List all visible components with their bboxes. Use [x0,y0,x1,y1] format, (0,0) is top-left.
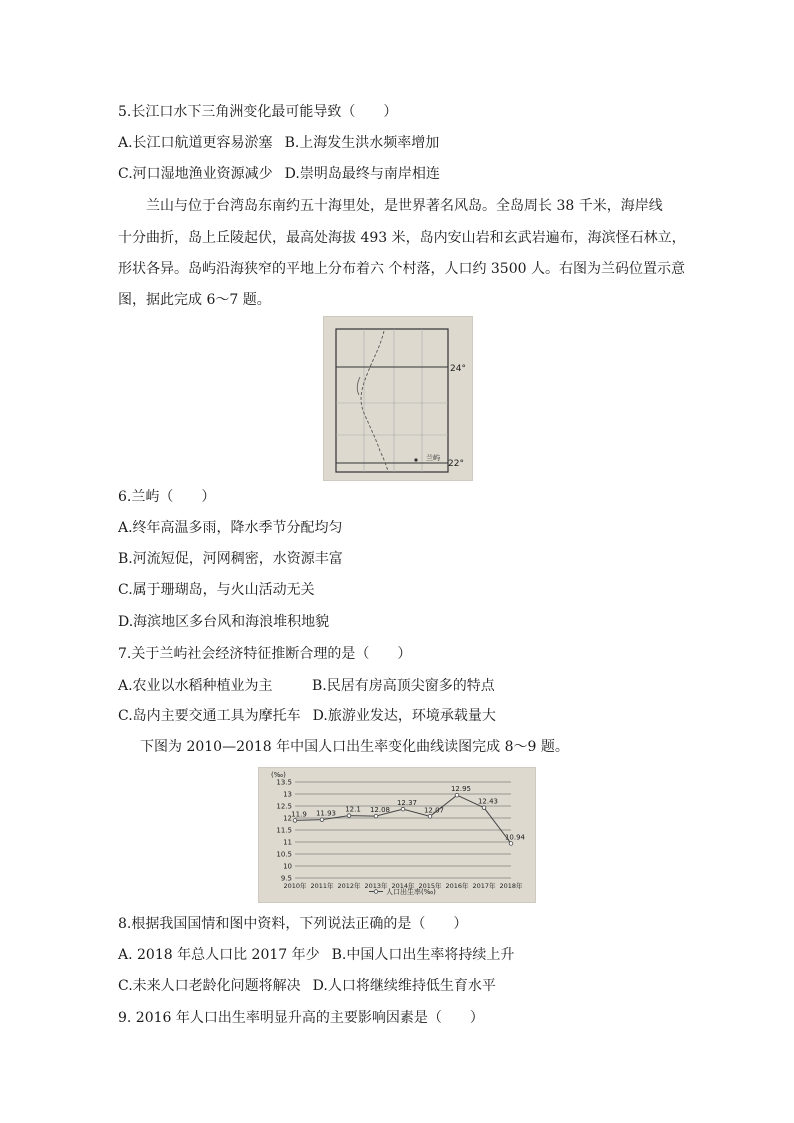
q7-option-c: C.岛内主要交通工具为摩托车 [118,708,301,724]
q6-option-a: A.终年高温多雨，降水季节分配均匀 [118,520,343,536]
q7-option-b: B.民居有房高顶尖窗多的特点 [312,678,495,694]
coastline [361,331,388,471]
passage-line-2: 十分曲折，岛上丘陵起伏，最高处海拔 493 米，岛内安山岩和玄武岩遍布，海滨怪石林立， [118,230,686,246]
chart-data-point [401,807,405,811]
q6-option-c: C.属于珊瑚岛，与火山活动无关 [118,582,315,598]
chart-data-point [482,806,486,810]
q6-option-d: D.海滨地区多台风和海浪堆积地貌 [118,614,330,630]
lanyu-location-map [323,316,473,481]
chart-data-label: 12.37 [396,799,418,808]
chart-ytick-label: 9.5 [280,874,292,883]
coastline-west [357,377,360,395]
chart-data-label: 12.08 [369,806,391,815]
q7-stem: 7.关于兰屿社会经济特征推断合理的是（ ） [118,646,412,662]
chart-xtick-label: 2010年 [283,882,307,890]
q7-option-d: D.旅游业发达，环境承载量大 [312,708,496,724]
chart-data-label: 11.93 [315,809,337,818]
q8-options-row-1 [118,945,514,965]
q8-option-a: A. 2018 年总人口比 2017 年少 [118,947,320,963]
chart-xtick-label: 2016年 [445,882,469,890]
lanyu-island-marker [414,458,417,461]
chart-xtick-label: 2018年 [499,882,523,890]
chart-ytick-label: 13.5 [276,778,292,787]
chart-data-point [374,814,378,818]
q5-options-row-1 [118,133,439,153]
lat-22-label: 22° [448,459,464,469]
chart-ytick-label: 12 [283,814,292,823]
map-svg [324,317,472,480]
chart-data-point [293,819,297,823]
q5-options-row-2 [118,164,440,184]
passage-line-1: 兰山与位于台湾岛东南约五十海里处，是世界著名风岛。全岛周长 38 千米，海岸线 [146,198,663,214]
chart-data-point [428,815,432,819]
lanyu-label: 兰屿 [426,454,440,462]
chart-ytick-label: 11.5 [276,826,292,835]
q5-option-c: C.河口湿地渔业资源减少 [118,166,273,182]
passage-line-3: 形状各异。岛屿沿海狭窄的平地上分布着六 个村落，人口约 3500 人。右图为兰码位置示意 [118,261,685,277]
chart-xtick-label: 2013年 [364,882,388,890]
map-grid [336,329,448,472]
lat-24-label: 24° [450,364,466,374]
q5-option-b: B.上海发生洪水频率增加 [284,135,440,151]
q6-option-b: B.河流短促，河网稠密，水资源丰富 [118,551,343,567]
q9-stem: 9. 2016 年人口出生率明显升高的主要影响因素是（ ） [118,1010,484,1026]
chart-data-label: 12.43 [477,797,499,806]
chart-unit-label: (‰) [271,771,286,779]
birth-rate-chart [258,767,536,903]
chart-ytick-label: 10.5 [276,850,292,859]
q5-option-d: D.崇明岛最终与南岸相连 [284,166,440,182]
q5-option-a: A.长江口航道更容易淤塞 [118,135,273,151]
q6-stem: 6.兰屿（ ） [118,489,216,505]
chart-xtick-label: 2017年 [472,882,496,890]
chart-data-point [347,814,351,818]
q7-option-a: A.农业以水稻种植业为主 [118,678,273,694]
chart-intro: 下图为 2010—2018 年中国人口出生率变化曲线读图完成 8～9 题。 [140,739,569,755]
chart-ytick-label: 13 [283,790,292,799]
chart-data-point [320,818,324,822]
chart-data-label: 11.9 [291,810,307,819]
chart-xtick-label: 2014年 [391,882,415,890]
chart-ytick-label: 10 [283,862,292,871]
chart-data-label: 12.95 [450,785,472,794]
chart-xtick-label: 2015年 [418,882,442,890]
q8-option-b: B.中国人口出生率将持续上升 [331,947,515,963]
chart-ytick-label: 12.5 [276,802,292,811]
chart-legend-text: 人口出生率(‰) [386,888,436,896]
chart-data-label: 10.94 [504,833,526,842]
chart-data-point [455,793,459,797]
q8-options-row-2 [118,976,496,996]
chart-data-point [509,842,513,846]
chart-xtick-label: 2011年 [310,882,334,890]
chart-legend-marker [374,890,378,894]
chart-xtick-label: 2012年 [337,882,361,890]
q8-stem: 8.根据我国国情和图中资料，下列说法正确的是（ ） [118,916,468,932]
chart-data-label: 12.1 [345,805,361,814]
q8-option-c: C.未来人口老龄化问题将解决 [118,978,301,994]
map-frame [336,329,448,472]
passage-line-4: 图，据此完成 6～7 题。 [118,292,271,308]
chart-ytick-label: 11 [283,838,292,847]
q5-stem: 5.长江口水下三角洲变化最可能导致（ ） [118,104,398,120]
q8-option-d: D.人口将继续维持低生育水平 [312,978,496,994]
q7-options-row-2 [118,706,496,726]
chart-data-label: 12.07 [423,806,445,815]
chart-svg [259,768,535,902]
